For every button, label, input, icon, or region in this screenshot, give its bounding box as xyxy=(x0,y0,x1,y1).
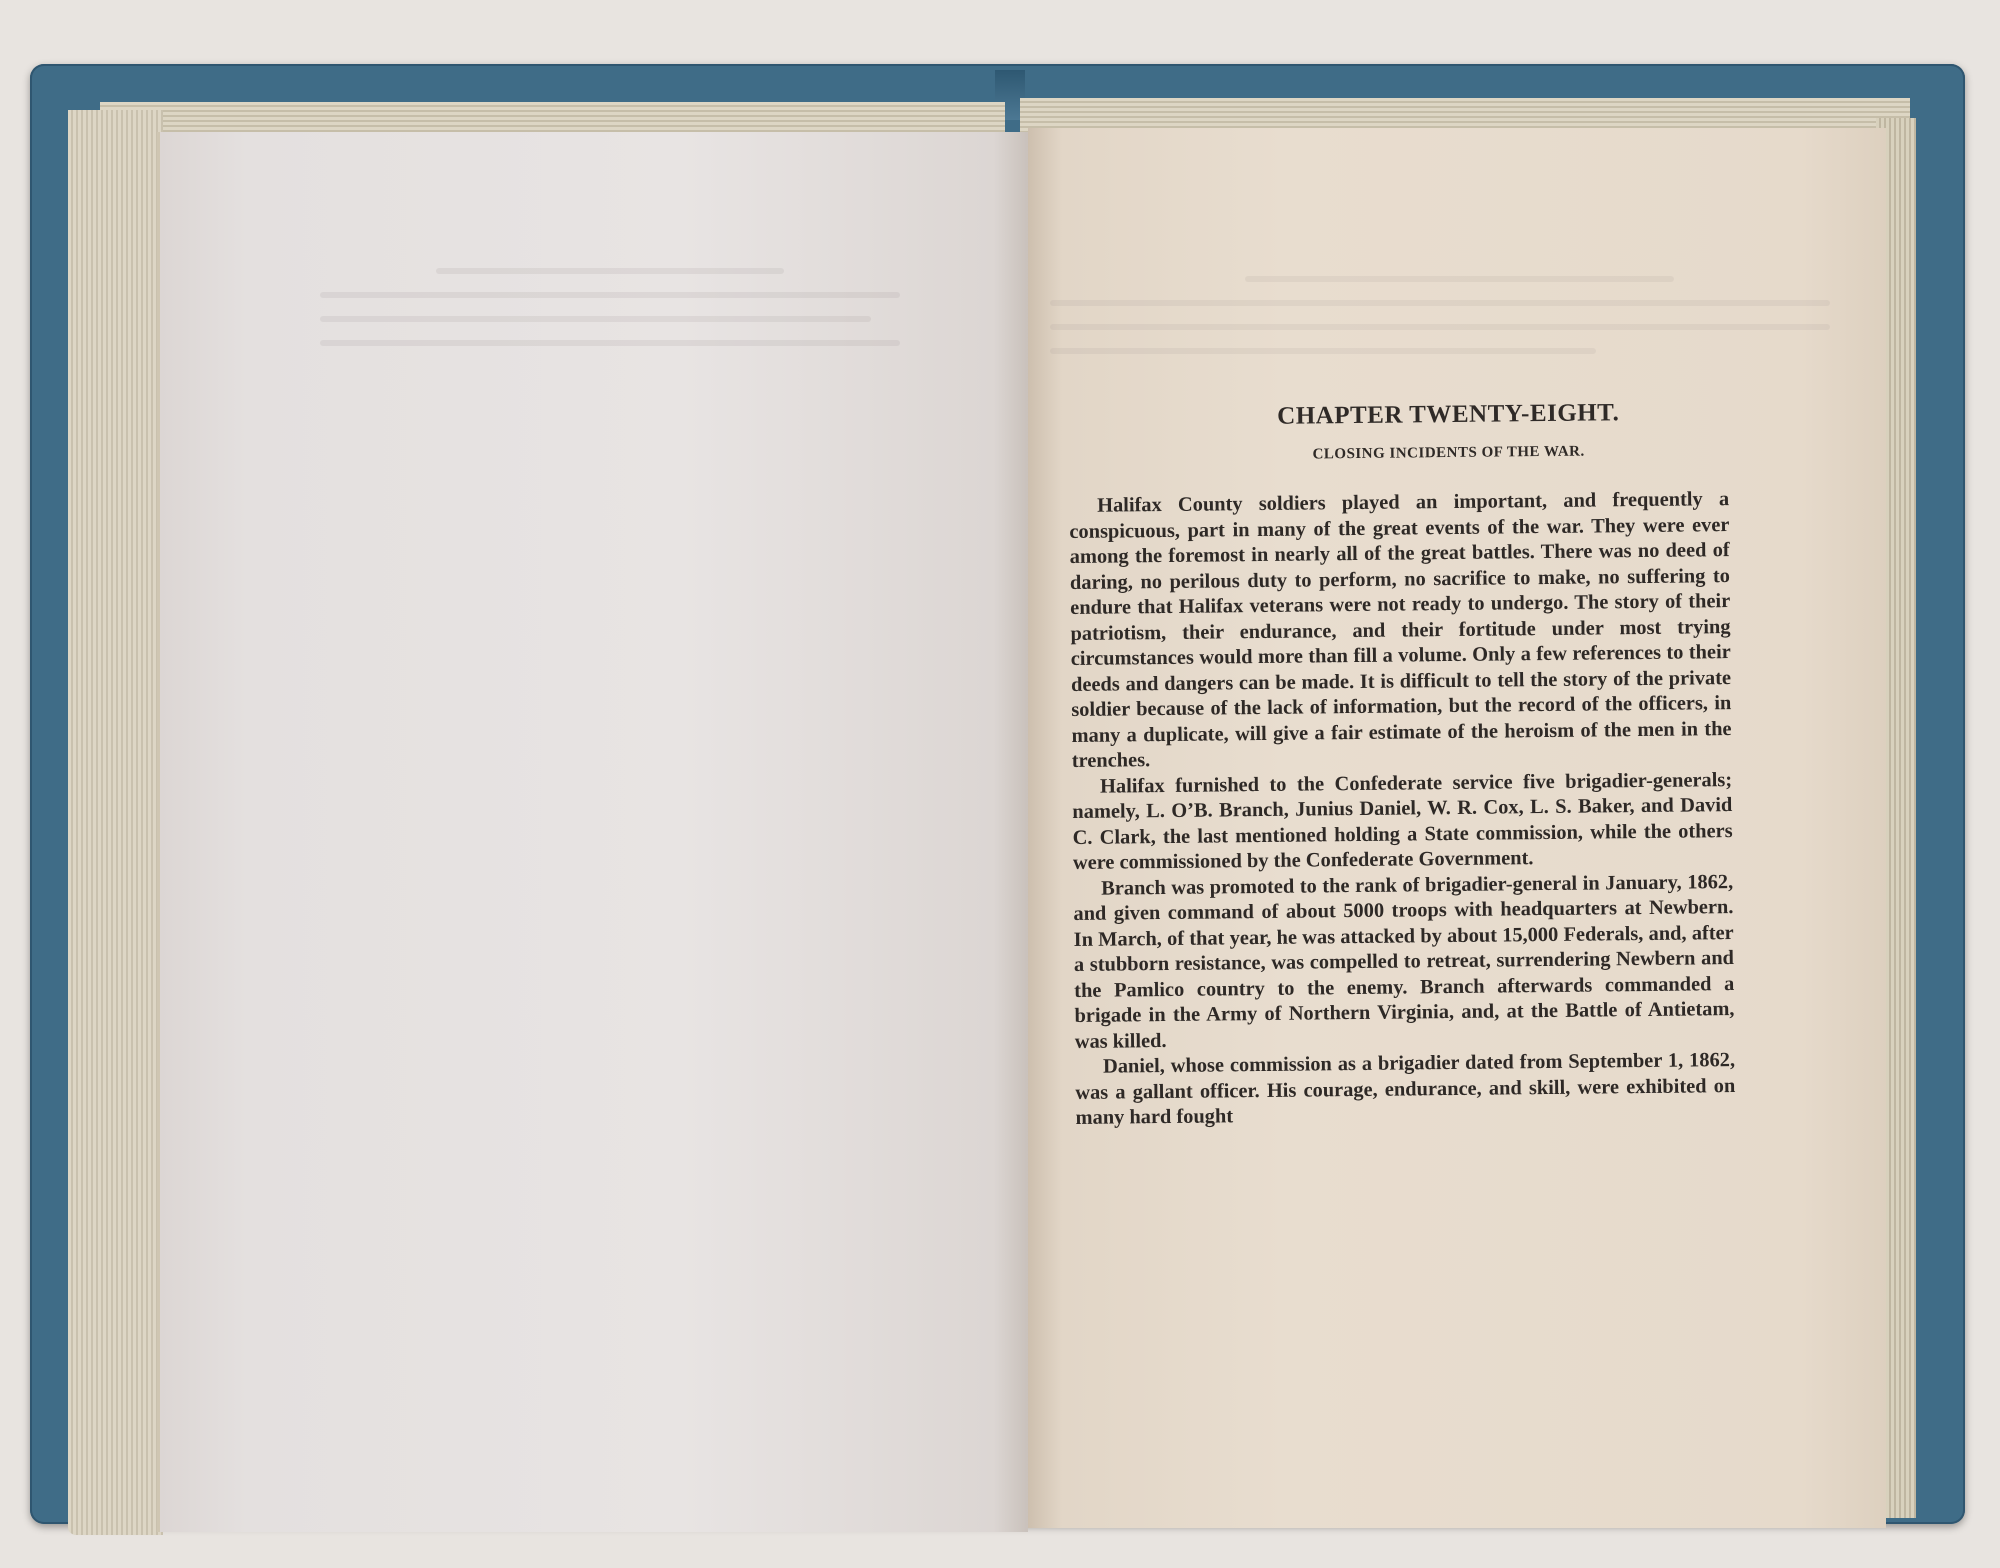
page-edges-left xyxy=(68,110,163,1535)
paragraph: Halifax furnished to the Confederate service five brigadier-generals; namely, L. O’B. Branch, Junius Daniel, W. R. Cox, L. S. Baker, and David C. Clark, the last mentioned holding a State commission, while the others were commissioned by the Confederate Government. xyxy=(1072,768,1733,874)
left-page-bleedthrough xyxy=(320,250,900,500)
right-page-text xyxy=(1068,388,1736,1131)
paragraph: Halifax County soldiers played an important, and frequently a conspicuous, part in many of the great events of the war. They were ever among the foremost in nearly all of the great battles. There was no deed of daring, no perilous duty to perform, no sacrifice to make, no suffering to endure that Halifax veterans were not ready to undergo. The story of their patriotism, their endurance, and their fortitude under most trying circumstances would more than fill a volume. Only a few references to their deeds and dangers can be made. It is difficult to tell the story of the private soldier because of the lack of information, but the record of the officers, in many a duplicate, will give a fair estimate of the heroism of the men in the trenches. xyxy=(1069,488,1732,772)
chapter-title: CHAPTER TWENTY-EIGHT. xyxy=(1277,399,1620,430)
paragraph: Branch was promoted to the rank of brigadier-general in January, 1862, and given command of about 5000 troops with headquarters at Newbern. In March, of that year, he was attacked by about 15,000 Federals, and, after a stubborn resistance, was compelled to retreat, surrendering Newbern and the Pamlico country to the enemy. Branch afterwards commanded a brigade in the Army of Northern Virginia, and, at the Battle of Antietam, was killed. xyxy=(1073,870,1735,1053)
paragraph: Daniel, whose commission as a brigadier dated from September 1, 1862, was a gallant officer. His courage, endurance, and skill, were exhibited on many hard fought xyxy=(1075,1049,1736,1129)
chapter-subtitle: CLOSING INCIDENTS OF THE WAR. xyxy=(1312,443,1585,463)
